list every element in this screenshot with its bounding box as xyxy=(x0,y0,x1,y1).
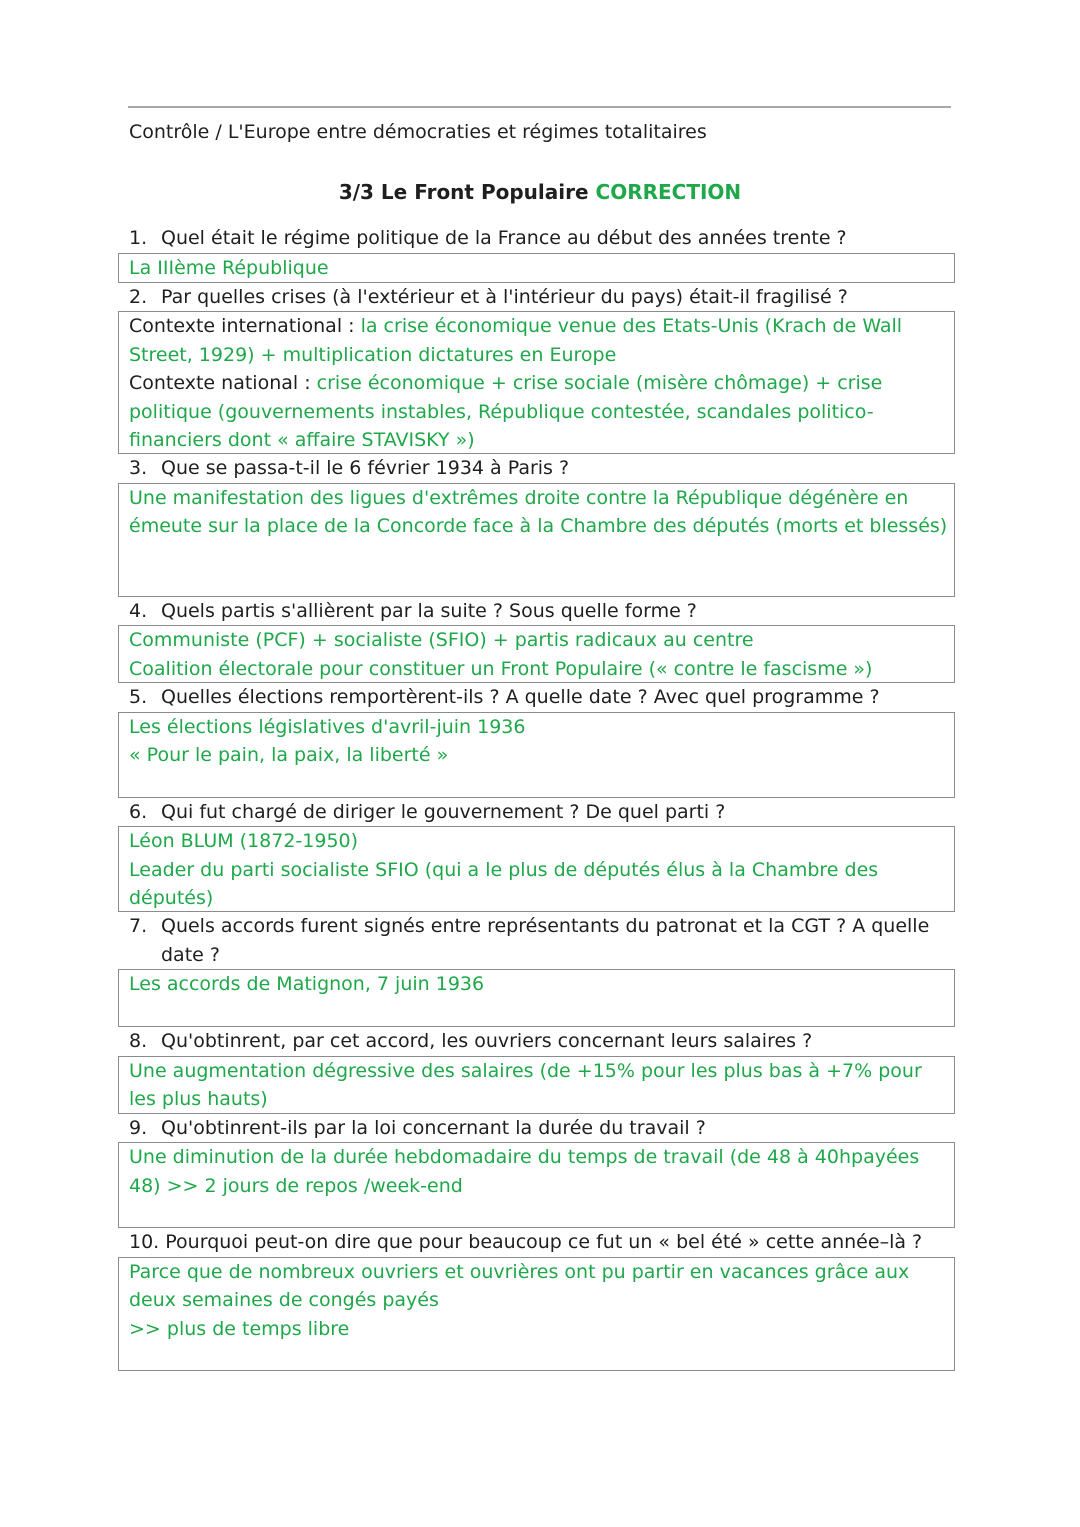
answer-national xyxy=(129,369,948,455)
question-text: Quels accords furent signés entre représentants du patronat et la CGT ? A quelle date ? xyxy=(161,915,930,966)
question-number: 3. xyxy=(129,457,148,479)
question-text: Par quelles crises (à l'extérieur et à l'intérieur du pays) était-il fragilisé ? xyxy=(161,285,848,308)
title-correction: CORRECTION xyxy=(595,180,742,204)
answer-box-5 xyxy=(118,712,955,798)
question-number: 2. xyxy=(129,285,148,308)
question-5 xyxy=(118,683,955,712)
question-number: 7. xyxy=(129,915,148,937)
answer-line: Les élections législatives d'avril-juin 1936 xyxy=(129,715,526,738)
question-text: Qui fut chargé de diriger le gouvernement ? De quel parti ? xyxy=(161,800,726,823)
answer-text: crise économique + crise sociale (misère chômage) + crise politique (gouvernements instables, République contestée, scandales politico-financiers dont « affaire STAVISKY ») xyxy=(129,372,883,451)
answer-line: La IIIème République xyxy=(129,256,329,279)
question-9 xyxy=(118,1114,955,1143)
question-10 xyxy=(118,1228,955,1257)
question-text: Qu'obtinrent-ils par la loi concernant la durée du travail ? xyxy=(161,1116,706,1139)
answer-box-4 xyxy=(118,625,955,683)
questions-list xyxy=(118,224,955,1371)
question-number: 10. xyxy=(129,1231,160,1253)
question-2 xyxy=(118,283,955,312)
question-text: Quelles élections remportèrent-ils ? A quelle date ? Avec quel programme ? xyxy=(161,686,880,708)
answer-line: Une diminution de la durée hebdomadaire du temps de travail (de 48 à 40hpayées 48) >> 2 jours de repos /week-end xyxy=(129,1146,920,1197)
question-1 xyxy=(118,224,955,253)
question-number: 1. xyxy=(129,227,148,249)
title-main: 3/3 Le Front Populaire xyxy=(338,180,589,204)
question-number: 9. xyxy=(129,1116,148,1139)
answer-text: la crise économique venue des Etats-Unis (Krach de Wall Street, 1929) + multiplication dictatures en Europe xyxy=(129,315,903,366)
question-3 xyxy=(118,454,955,483)
answer-line: Parce que de nombreux ouvriers et ouvrières ont pu partir en vacances grâce aux deux semaines de congés payés xyxy=(129,1260,910,1311)
question-6 xyxy=(118,798,955,827)
question-8 xyxy=(118,1027,955,1056)
question-4 xyxy=(118,597,955,626)
answer-label: Contexte international : xyxy=(129,315,355,337)
top-rule xyxy=(128,106,951,108)
answer-line: Léon BLUM (1872-1950) xyxy=(129,830,359,852)
answer-box-6 xyxy=(118,826,955,912)
question-number: 6. xyxy=(129,800,148,823)
answer-box-3 xyxy=(118,483,955,597)
answer-box-7 xyxy=(118,969,955,1027)
answer-line: Leader du parti socialiste SFIO (qui a le plus de députés élus à la Chambre des députés) xyxy=(129,858,879,909)
answer-line: « Pour le pain, la paix, la liberté » xyxy=(129,744,449,766)
answer-line: Communiste (PCF) + socialiste (SFIO) + partis radicaux au centre xyxy=(129,629,754,651)
answer-line: Coalition électorale pour constituer un Front Populaire (« contre le fascisme ») xyxy=(129,657,873,680)
answer-box-10 xyxy=(118,1257,955,1371)
question-number: 4. xyxy=(129,599,148,622)
answer-label: Contexte national : xyxy=(129,372,311,394)
answer-box-8 xyxy=(118,1056,955,1114)
question-number: 5. xyxy=(129,686,148,708)
answer-box-9 xyxy=(118,1142,955,1228)
answer-box-1 xyxy=(118,253,955,283)
page-title xyxy=(0,178,1080,206)
answer-international xyxy=(129,312,948,369)
answer-box-2 xyxy=(118,311,955,454)
question-7 xyxy=(118,912,955,969)
document-header: Contrôle / L'Europe entre démocraties et régimes totalitaires xyxy=(129,121,707,143)
answer-line: >> plus de temps libre xyxy=(129,1317,350,1340)
question-number: 8. xyxy=(129,1030,148,1052)
answer-line: Les accords de Matignon, 7 juin 1936 xyxy=(129,973,485,995)
answer-line: Une manifestation des ligues d'extrêmes droite contre la République dégénère en émeute sur la place de la Concorde face à la Chambre des députés (morts et blessés) xyxy=(129,486,948,537)
question-text: Quels partis s'allièrent par la suite ? Sous quelle forme ? xyxy=(161,599,697,622)
question-text: Pourquoi peut-on dire que pour beaucoup ce fut un « bel été » cette année–là ? xyxy=(165,1231,923,1253)
question-text: Qu'obtinrent, par cet accord, les ouvriers concernant leurs salaires ? xyxy=(161,1030,813,1052)
answer-line: Une augmentation dégressive des salaires (de +15% pour les plus bas à +7% pour les plus hauts) xyxy=(129,1059,922,1110)
question-text: Que se passa-t-il le 6 février 1934 à Paris ? xyxy=(161,457,570,479)
question-text: Quel était le régime politique de la France au début des années trente ? xyxy=(161,227,847,249)
